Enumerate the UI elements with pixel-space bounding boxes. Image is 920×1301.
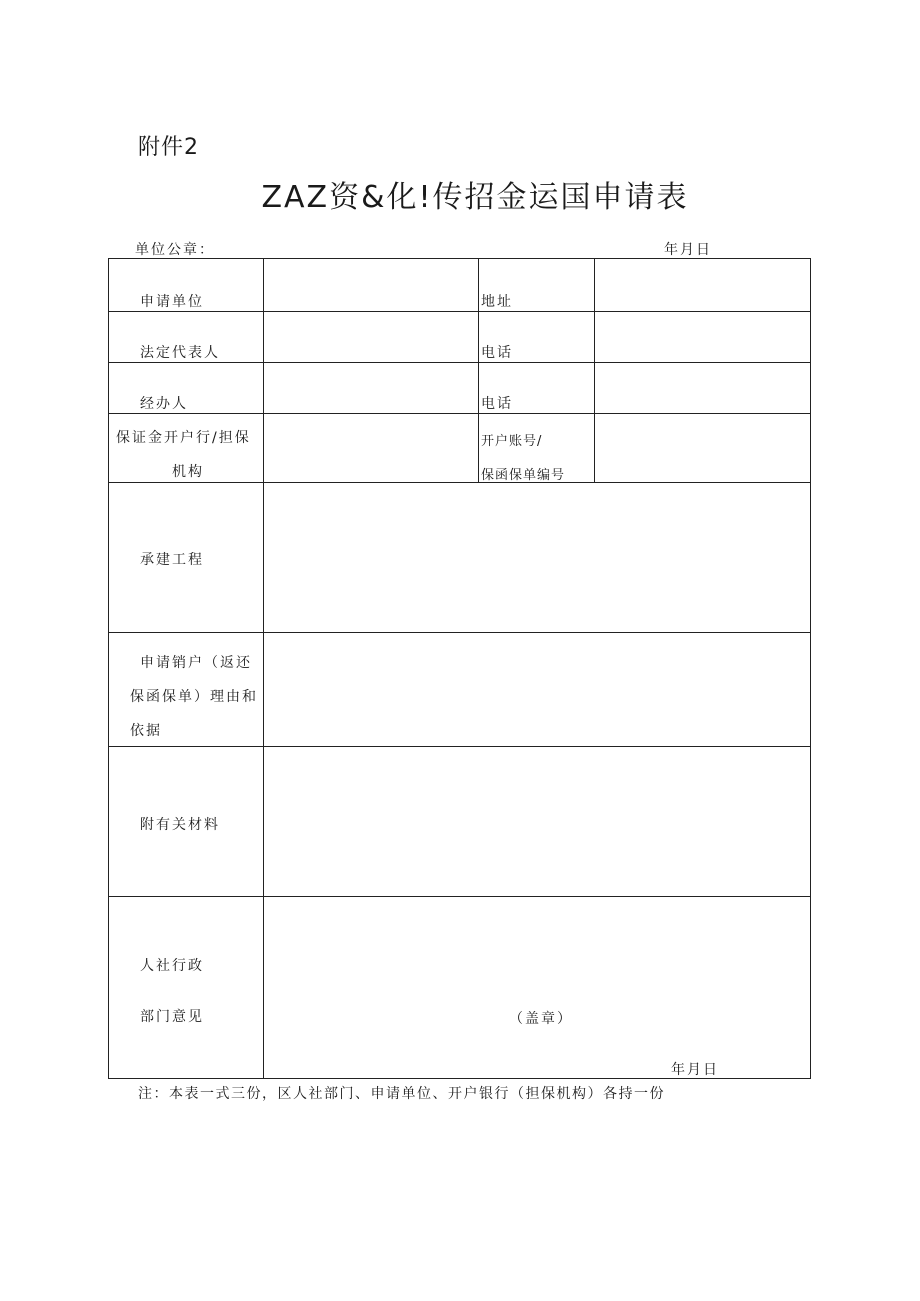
project-field[interactable] (265, 483, 810, 631)
date-top: 年月日 (664, 242, 712, 258)
materials-label: 附有关材料 (140, 817, 220, 833)
page-title: ZAZ资&化!传招金运国申请表 (261, 180, 689, 215)
deposit-bank-label-line2: 机构 (172, 464, 204, 480)
phone-label: 电话 (481, 396, 513, 412)
column-divider (263, 259, 264, 1078)
footnote: 注：本表一式三份，区人社部门、申请单位、开户银行（担保机构）各持一份 (138, 1086, 665, 1102)
phone-label: 电话 (481, 345, 513, 361)
application-form (108, 258, 811, 1079)
reason-label-line3: 依据 (130, 723, 162, 739)
account-number-label-line1: 开户账号/ (481, 434, 543, 449)
legal-representative-label: 法定代表人 (140, 345, 220, 361)
attachment-number: 附件2 (138, 135, 199, 160)
deposit-bank-label-line1: 保证金开户行/担保 (116, 430, 251, 446)
applicant-unit-field[interactable] (265, 260, 477, 310)
handler-label: 经办人 (140, 396, 188, 412)
account-number-label-line2: 保函保单编号 (481, 468, 566, 483)
column-divider (478, 259, 479, 482)
dept-opinion-label-line2: 部门意见 (140, 1009, 204, 1025)
reason-label-line2: 保函保单）理由和 (130, 689, 258, 705)
address-field[interactable] (596, 260, 810, 310)
column-divider (594, 259, 595, 482)
handler-phone-field[interactable] (596, 363, 810, 412)
legal-representative-field[interactable] (265, 312, 477, 361)
reason-field[interactable] (265, 633, 810, 745)
account-number-field[interactable] (596, 414, 810, 481)
applicant-unit-label: 申请单位 (140, 294, 204, 310)
seal-mark: （盖章） (509, 1011, 573, 1027)
materials-field[interactable] (265, 747, 810, 895)
reason-label-line1: 申请销户（返还 (140, 655, 252, 671)
unit-seal-label: 单位公章： (135, 242, 215, 258)
dept-opinion-label-line1: 人社行政 (140, 958, 204, 974)
legal-representative-phone-field[interactable] (596, 312, 810, 361)
handler-field[interactable] (265, 363, 477, 412)
project-label: 承建工程 (140, 552, 204, 568)
row-divider (109, 896, 810, 897)
address-label: 地址 (481, 294, 513, 310)
date-bottom: 年月日 (671, 1062, 719, 1078)
deposit-bank-field[interactable] (265, 414, 477, 481)
